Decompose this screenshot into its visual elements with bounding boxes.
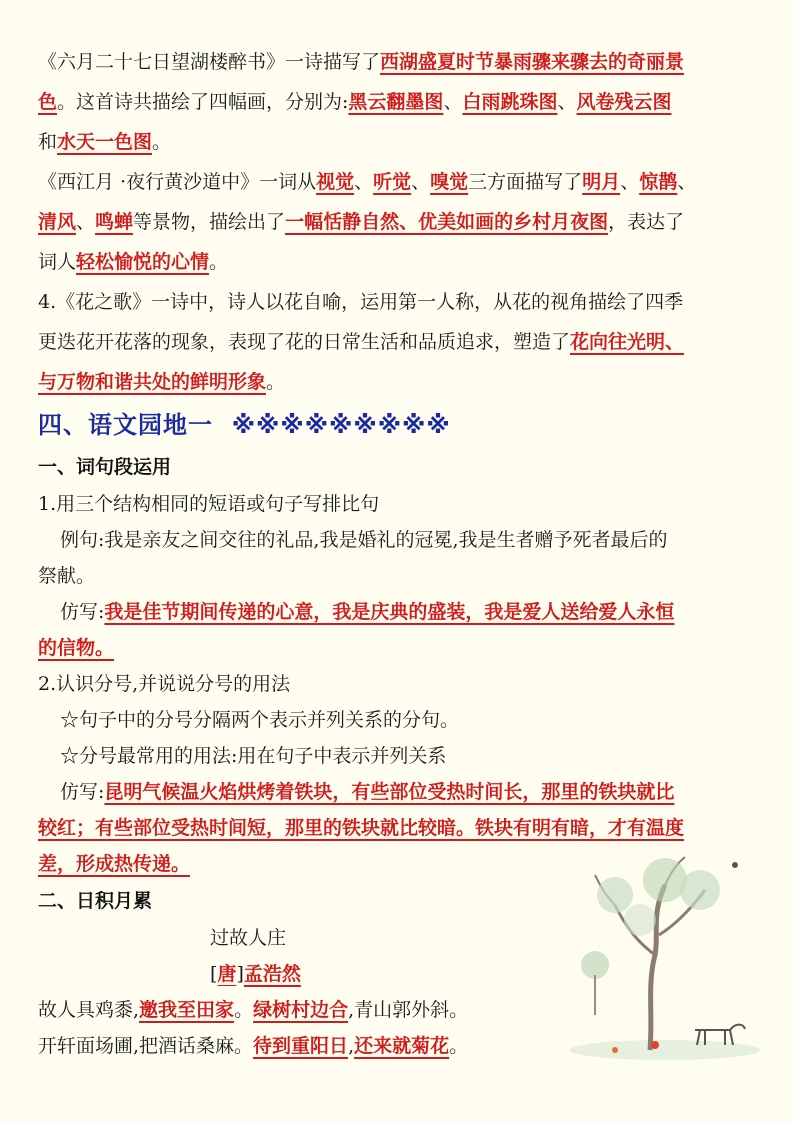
author-name: 孟浩然 [243,963,301,985]
answer-text: 水天一色图 [57,131,153,153]
answer-text: 鸣蝉 [95,211,134,233]
answer-text: 嗅觉 [430,171,469,193]
text: 。 [209,251,229,273]
answer-text: 花向往光明、 [570,331,685,353]
answer-text: 听觉 [373,171,412,193]
answer-text: 一幅恬静自然、优美如画的乡村月夜图 [285,211,609,233]
imitate-line [38,774,758,810]
imitate-line [38,810,758,846]
answer-text: 我是佳节期间传递的心意，我是庆典的盛装，我是爱人送给爱人永恒 [104,601,675,623]
text: 三方面描写了 [468,171,583,193]
answer-text: 视觉 [316,171,355,193]
text: 开轩面场圃,把酒话桑麻。 [38,1035,254,1057]
answer-text: 明月 [582,171,621,193]
answer-text: 清风 [38,211,77,233]
example-line: 祭献。 [38,565,96,587]
dynasty: 唐 [217,963,237,985]
text: 、 [557,91,577,113]
answer-text: 邀我至田家 [139,999,235,1021]
label: 仿写: [60,601,105,623]
answer-text: 待到重阳日 [253,1035,349,1057]
text: 《西江月 ·夜行黄沙道中》一词从 [38,171,317,193]
paragraph-line [38,42,758,82]
paragraph-line [38,82,758,122]
answer-text: 较红；有些部位受热时间短，那里的铁块就比较暗。铁块有明有暗，才有温度 [38,817,685,839]
paragraph-line [38,162,758,202]
note-line: ☆分号最常用的用法:用在句子中表示并列关系 [60,745,447,767]
poem-title: 过故人庄 [210,927,287,949]
question-text: 1.用三个结构相同的短语或句子写排比句 [38,493,380,515]
text: 词人 [38,251,77,273]
text: 。 [234,999,254,1021]
example-line: 例句:我是亲友之间交往的礼品,我是婚礼的冠冕,我是生者赠予死者最后的 [60,529,668,551]
text: 、 [76,211,96,233]
text: 、 [354,171,374,193]
answer-text: 的信物。 [38,637,115,659]
section-title: 四、语文园地一 [38,411,213,439]
bracket: ] [236,963,244,985]
answer-text: 色 [38,91,58,113]
subsection-heading: 一、词句段运用 [38,456,172,478]
paragraph-line [38,362,758,402]
answer-text: 昆明气候温火焰烘烤着铁块，有些部位受热时间长，那里的铁块就比 [104,781,675,803]
text: 《六月二十七日望湖楼醉书》一诗描写了 [38,51,381,73]
text: 。 [266,371,286,393]
imitate-line [38,630,758,666]
paragraph-line [38,322,758,362]
label: 仿写: [60,781,105,803]
text: 。 [449,1035,469,1057]
tree-illustration [555,845,760,1065]
paragraph-line [38,202,758,242]
answer-text: 白雨跳珠图 [462,91,558,113]
answer-text: 绿树村边合 [253,999,349,1021]
text: 、 [443,91,463,113]
text: 。 [152,131,172,153]
text: 。这首诗共描绘了四幅画，分别为: [57,91,349,113]
imitate-line [38,594,758,630]
text: 、 [411,171,431,193]
answer-text: 西湖盛夏时节暴雨骤来骤去的奇丽景 [380,51,685,73]
subsection-heading: 二、日积月累 [38,890,153,912]
text: 和 [38,131,58,153]
text: , [348,1035,355,1057]
answer-text: 黑云翻墨图 [348,91,444,113]
answer-text: 风卷残云图 [576,91,672,113]
answer-text: 惊鹊 [639,171,678,193]
paragraph-line: 4.《花之歌》一诗中，诗人以花自喻，运用第一人称，从花的视角描绘了四季 [38,291,684,313]
answer-text: 差，形成热传递。 [38,853,191,875]
text: 更迭花开花落的现象，表现了花的日常生活和品质追求，塑造了 [38,331,571,353]
question-text: 2.认识分号,并说说分号的用法 [38,673,291,695]
bracket: [ [210,963,218,985]
text: ,青山郭外斜。 [348,999,469,1021]
answer-text: 轻松愉悦的心情 [76,251,210,273]
decorative-stars: ※※※※※※※※※ [231,411,451,439]
text: 故人具鸡黍, [38,999,140,1021]
answer-text: 与万物和谐共处的鲜明形象 [38,371,267,393]
text: 、 [620,171,640,193]
text: 等景物，描绘出了 [133,211,286,233]
paragraph-line [38,242,758,282]
paragraph-line [38,122,758,162]
section-heading [38,402,758,448]
text: 、 [677,171,697,193]
text: ，表达了 [608,211,685,233]
note-line: ☆句子中的分号分隔两个表示并列关系的分句。 [60,709,460,731]
answer-text: 还来就菊花 [354,1035,450,1057]
